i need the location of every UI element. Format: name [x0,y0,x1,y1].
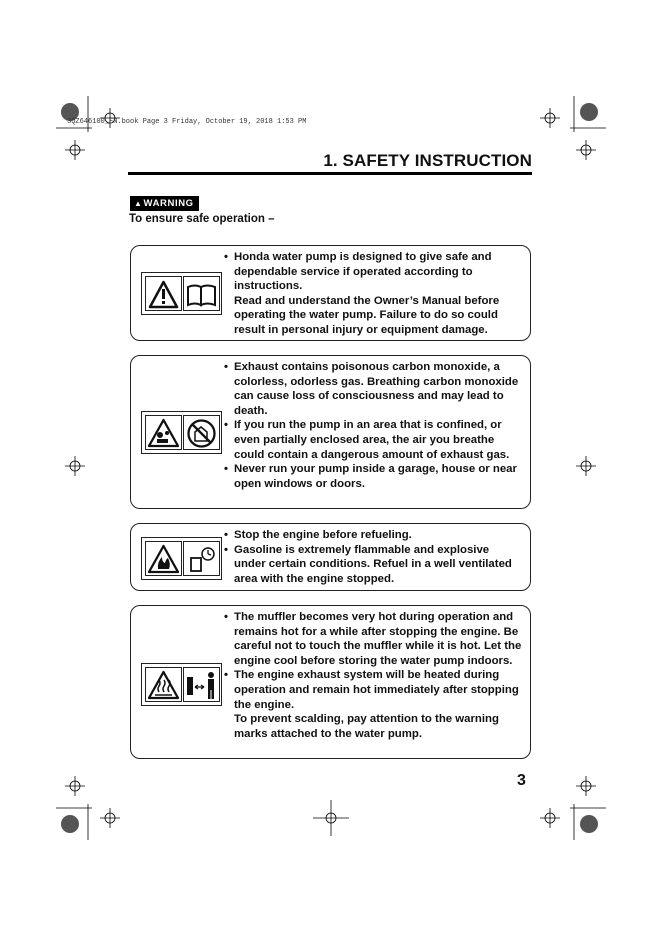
box-2-text [224,360,522,491]
box-3-text [224,528,522,586]
safety-box-1 [130,245,531,341]
carbon-monoxide-icon [141,411,222,454]
warning-label: WARNING [143,198,194,209]
bullet-item: • Never run your pump inside a garage, house or near open windows or doors. [224,463,517,490]
bullet-item: • Exhaust contains poisonous carbon monoxide, a colorless, odorless gas. Breathing carbon monoxide can cause loss of consciousness and may lead to death. [224,361,519,417]
warning-badge [130,196,199,211]
box-1-text [224,250,522,338]
warning-read-manual-icon [141,272,222,315]
bullet-item: • Gasoline is extremely flammable and explosive under certain conditions. Refuel in a well ventilated area with the engine stopped. [224,543,512,585]
page-number: 3 [517,772,526,789]
title-rule [128,172,532,175]
bullet-item: • Stop the engine before refueling. [224,529,412,541]
safety-box-2 [130,355,531,509]
bullet-item: • The muffler becomes very hot during operation and remains hot for a while after stopping the engine. Be careful not to touch the muffler while it is hot. Let the engine cool before storing the water pump indoors. [224,611,522,667]
continuation-text: To prevent scalding, pay attention to the warning marks attached to the water pump. [234,713,499,740]
print-header: 3QZ646100_EN.book Page 3 Friday, October 19, 2018 1:53 PM [67,118,307,126]
bullet-item: • Honda water pump is designed to give safe and dependable service if operated according to instructions. [224,251,492,293]
warning-triangle-icon: ▲ [134,199,143,208]
continuation-text: Read and understand the Owner’s Manual before operating the water pump. Failure to do so could result in personal injury or equipment damage. [234,294,500,336]
fire-refuel-icon [141,537,222,580]
intro-text: To ensure safe operation – [129,213,275,225]
safety-box-4 [130,605,531,759]
bullet-item: • If you run the pump in an area that is confined, or even partially enclosed area, the air you breathe could contain a dangerous amount of exhaust gas. [224,419,510,461]
section-title: 1. SAFETY INSTRUCTION [323,151,532,170]
hot-surface-icon [141,663,222,706]
safety-box-3 [130,523,531,591]
box-4-text [224,610,522,741]
bullet-item: • The engine exhaust system will be heated during operation and remain hot immediately after stopping the engine. [224,669,519,711]
